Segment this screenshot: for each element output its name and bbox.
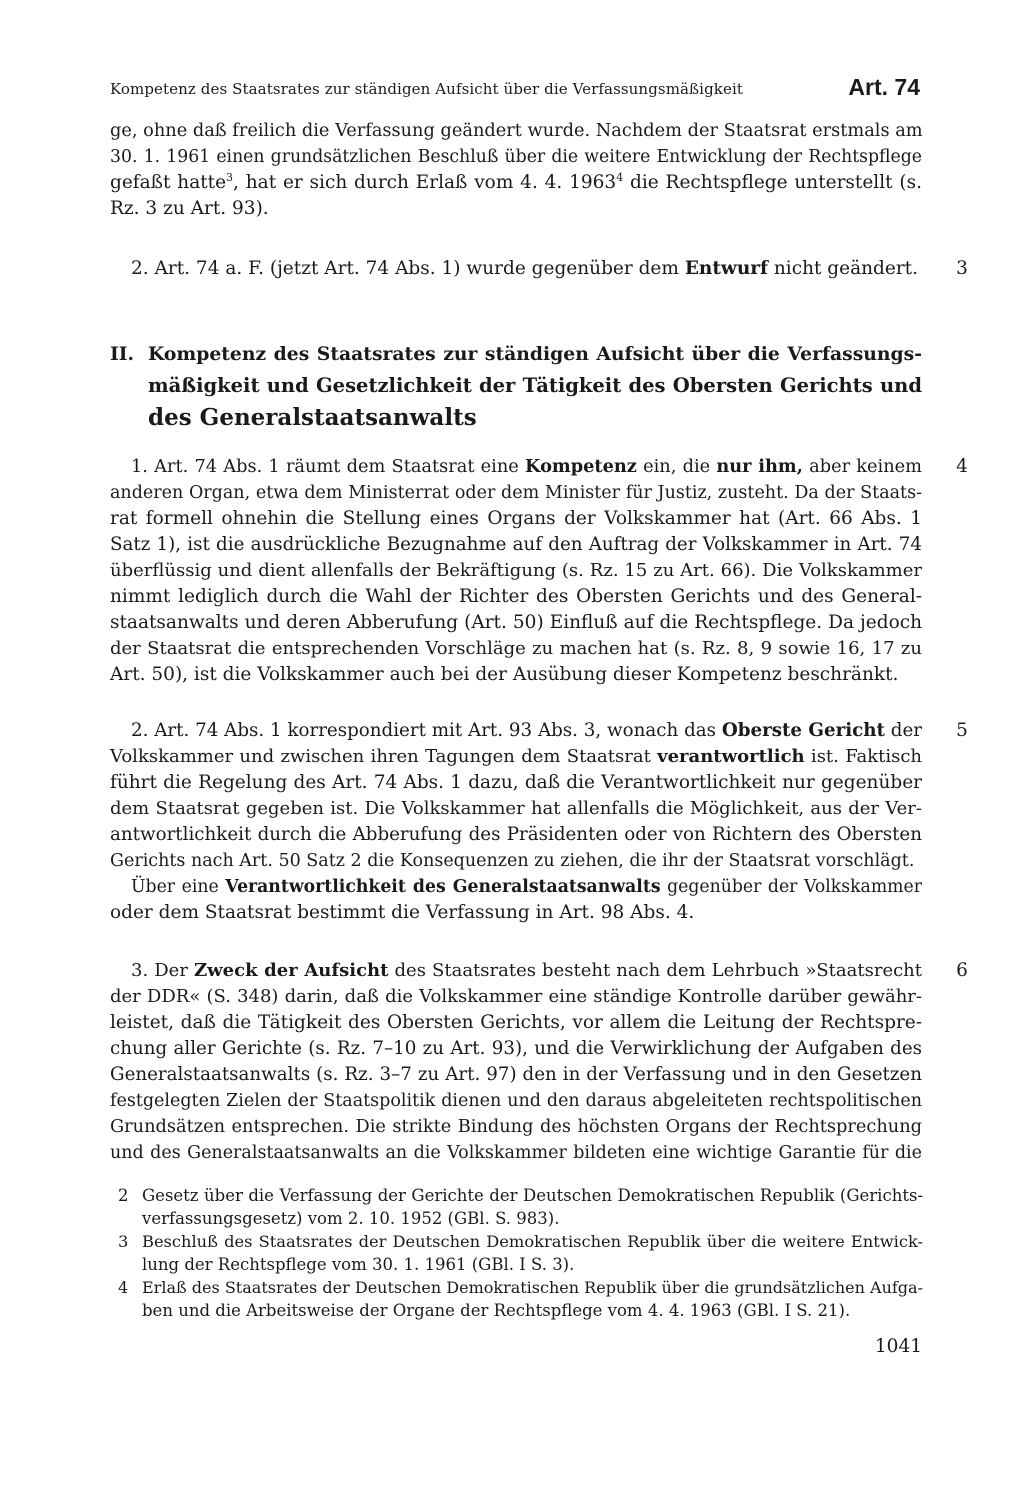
text-line: festgelegten Zielen der Staatspolitik dienen und den daraus abgeleiteten rechtspolitischen — [110, 1091, 922, 1111]
text-fragment: gegenüber der Volkskammer — [660, 877, 922, 897]
footnote-number: 3 — [118, 1232, 129, 1251]
paragraph-rz-4 — [110, 454, 922, 688]
emphasis: verantwortlich — [657, 746, 805, 767]
footnote-number: 2 — [118, 1186, 129, 1205]
paragraph-rz-6 — [110, 958, 922, 1166]
text-line: und des Generalstaatsanwalts an die Volkskammer bildeten eine wichtige Garantie für die — [110, 1143, 922, 1163]
text-line: staatsanwalts und deren Abberufung (Art. 50) Einfluß auf die Rechtspflege. Da jedoch — [110, 612, 922, 633]
footnote-line: verfassungsgesetz) vom 2. 10. 1952 (GBl. S. 983). — [142, 1209, 560, 1228]
text-fragment: nicht geändert. — [768, 258, 918, 279]
running-head-title: Kompetenz des Staatsrates zur ständigen Aufsicht über die Verfassungsmäßigkeit — [110, 80, 743, 98]
footnote-line: ben und die Arbeitsweise der Organe der Rechtspflege vom 4. 4. 1963 (GBl. I S. 21). — [142, 1301, 851, 1320]
footnotes — [118, 1184, 923, 1322]
emphasis: nur ihm, — [716, 456, 803, 477]
footnote-text: Erlaß des Staatsrates der Deutschen Demokratischen Republik über die grundsätzlichen Aufga- — [142, 1278, 923, 1297]
footnote-line: lung der Rechtspflege vom 30. 1. 1961 (GBl. I S. 3). — [142, 1255, 575, 1274]
text-line: Rz. 3 zu Art. 93). — [110, 198, 269, 219]
section-number: II. — [110, 343, 135, 365]
footnote-number: 4 — [118, 1278, 129, 1297]
emphasis: Oberste Gericht — [721, 720, 885, 741]
text-line: leistet, daß die Tätigkeit des Obersten Gerichts, vor allem die Leitung der Rechtspre- — [110, 1012, 922, 1033]
footnote-ref: 3 — [226, 170, 234, 184]
emphasis: Zweck der Aufsicht — [194, 960, 389, 981]
text-line — [110, 170, 922, 196]
text-fragment: aber keinem — [802, 457, 922, 477]
footnote-text: Beschluß des Staatsrates der Deutschen Demokratischen Republik über die weitere Entwick- — [142, 1232, 923, 1251]
text-line: Art. 50), ist die Volkskammer auch bei der Ausübung dieser Kompetenz beschränkt. — [110, 664, 899, 685]
paragraph-rz-3 — [110, 256, 922, 282]
margin-number: 3 — [956, 258, 968, 279]
page-number: 1041 — [874, 1336, 922, 1357]
text-line — [110, 256, 922, 282]
text-line: antwortlichkeit durch die Abberufung des Präsidenten oder von Richtern des Obersten — [110, 824, 922, 845]
text-line: oder dem Staatsrat bestimmt die Verfassung in Art. 98 Abs. 4. — [110, 902, 695, 923]
text-line: ge, ohne daß freilich die Verfassung geändert wurde. Nachdem der Staatsrat erstmals am — [110, 121, 923, 141]
footnote-ref: 4 — [616, 170, 624, 184]
footnote-line — [118, 1184, 923, 1207]
running-head-article: Art. 74 — [848, 74, 920, 100]
text-line — [110, 958, 922, 984]
text-line: Satz 1), ist die ausdrückliche Bezugnahme auf den Auftrag der Volkskammer in Art. 74 — [110, 534, 922, 555]
text-fragment: 1. Art. 74 Abs. 1 räumt dem Staatsrat eine — [131, 457, 526, 477]
section-heading — [110, 338, 922, 434]
text-line: dem Staatsrat gegeben ist. Die Volkskammer hat allenfalls die Möglichkeit, aus der Ver- — [110, 798, 922, 819]
text-fragment: des Staatsrates besteht nach dem Lehrbuch »Staatsrecht — [388, 960, 923, 981]
text-fragment: ist. Faktisch — [804, 746, 923, 767]
footnote-line — [118, 1230, 923, 1253]
text-fragment: ein, die — [636, 457, 717, 477]
intro-paragraph — [110, 118, 922, 222]
text-fragment: der — [884, 720, 923, 741]
text-line: der Staatsrat die entsprechenden Vorschläge zu machen hat (s. Rz. 8, 9 sowie 16, 17 zu — [110, 638, 922, 659]
text-line: anderen Organ, etwa dem Ministerrat oder dem Minister für Justiz, zusteht. Da der Staats- — [110, 483, 922, 503]
text-line — [110, 874, 922, 900]
heading-line — [110, 338, 922, 370]
text-fragment: 2. Art. 74 a. F. (jetzt Art. 74 Abs. 1) wurde gegenüber dem — [131, 258, 685, 279]
text-line: 30. 1. 1961 einen grundsätzlichen Beschluß über die weitere Entwicklung der Rechtspflege — [110, 147, 922, 167]
text-line: Generalstaatsanwalts (s. Rz. 3–7 zu Art. 97) den in der Verfassung und in den Gesetzen — [110, 1064, 922, 1085]
margin-number: 4 — [956, 456, 968, 477]
footnote-text: Gesetz über die Verfassung der Gerichte der Deutschen Demokratischen Republik (Gerichts- — [142, 1186, 923, 1205]
text-fragment: , hat er sich durch Erlaß vom 4. 4. 1963 — [233, 172, 617, 193]
running-head — [110, 74, 920, 108]
text-fragment: die Rechtspflege unterstellt (s. — [623, 172, 922, 193]
text-fragment: 3. Der — [131, 960, 195, 981]
text-line: nimmt lediglich durch die Wahl der Richter des Obersten Gerichts und des General- — [110, 586, 922, 607]
margin-number: 5 — [956, 720, 968, 741]
text-fragment: 2. Art. 74 Abs. 1 korrespondiert mit Art. 93 Abs. 3, wonach das — [131, 720, 722, 741]
text-line: führt die Regelung des Art. 74 Abs. 1 dazu, daß die Verantwortlichkeit nur gegenüber — [110, 772, 922, 793]
emphasis: Verantwortlichkeit des Generalstaatsanwalts — [225, 877, 661, 897]
text-line: der DDR« (S. 348) darin, daß die Volkskammer eine ständige Kontrolle darüber gewähr- — [110, 986, 922, 1007]
emphasis: Kompetenz — [525, 456, 637, 477]
emphasis: Entwurf — [684, 258, 768, 279]
footnote-line — [118, 1276, 923, 1299]
text-line — [110, 744, 922, 770]
text-line: Gerichts nach Art. 50 Satz 2 die Konsequenzen zu ziehen, die ihr der Staatsrat vorschlägt. — [110, 851, 915, 871]
text-fragment: gefaßt hatte — [110, 172, 227, 193]
text-line: Grundsätzen entsprechen. Die strikte Bindung des höchsten Organs der Rechtsprechung — [110, 1117, 922, 1137]
paragraph-rz-5 — [110, 718, 922, 926]
heading-text: Kompetenz des Staatsrates zur ständigen Aufsicht über die Verfassungs- — [148, 343, 922, 365]
margin-number: 6 — [956, 960, 968, 981]
text-fragment: Volkskammer und zwischen ihren Tagungen dem Staatsrat — [110, 746, 658, 767]
text-line: chung aller Gerichte (s. Rz. 7–10 zu Art. 93), und die Verwirklichung der Aufgaben des — [110, 1038, 922, 1059]
text-line: überflüssig und dient allenfalls der Bekräftigung (s. Rz. 15 zu Art. 66). Die Volkskammer — [110, 560, 922, 581]
text-line — [110, 718, 922, 744]
heading-line: mäßigkeit und Gesetzlichkeit der Tätigkeit des Obersten Gerichts und — [148, 374, 922, 397]
text-fragment: Über eine — [131, 877, 226, 897]
heading-line: des Generalstaatsanwalts — [148, 404, 477, 431]
text-line: rat formell ohnehin die Stellung eines Organs der Volkskammer hat (Art. 66 Abs. 1 — [110, 508, 922, 529]
text-line — [110, 454, 922, 480]
